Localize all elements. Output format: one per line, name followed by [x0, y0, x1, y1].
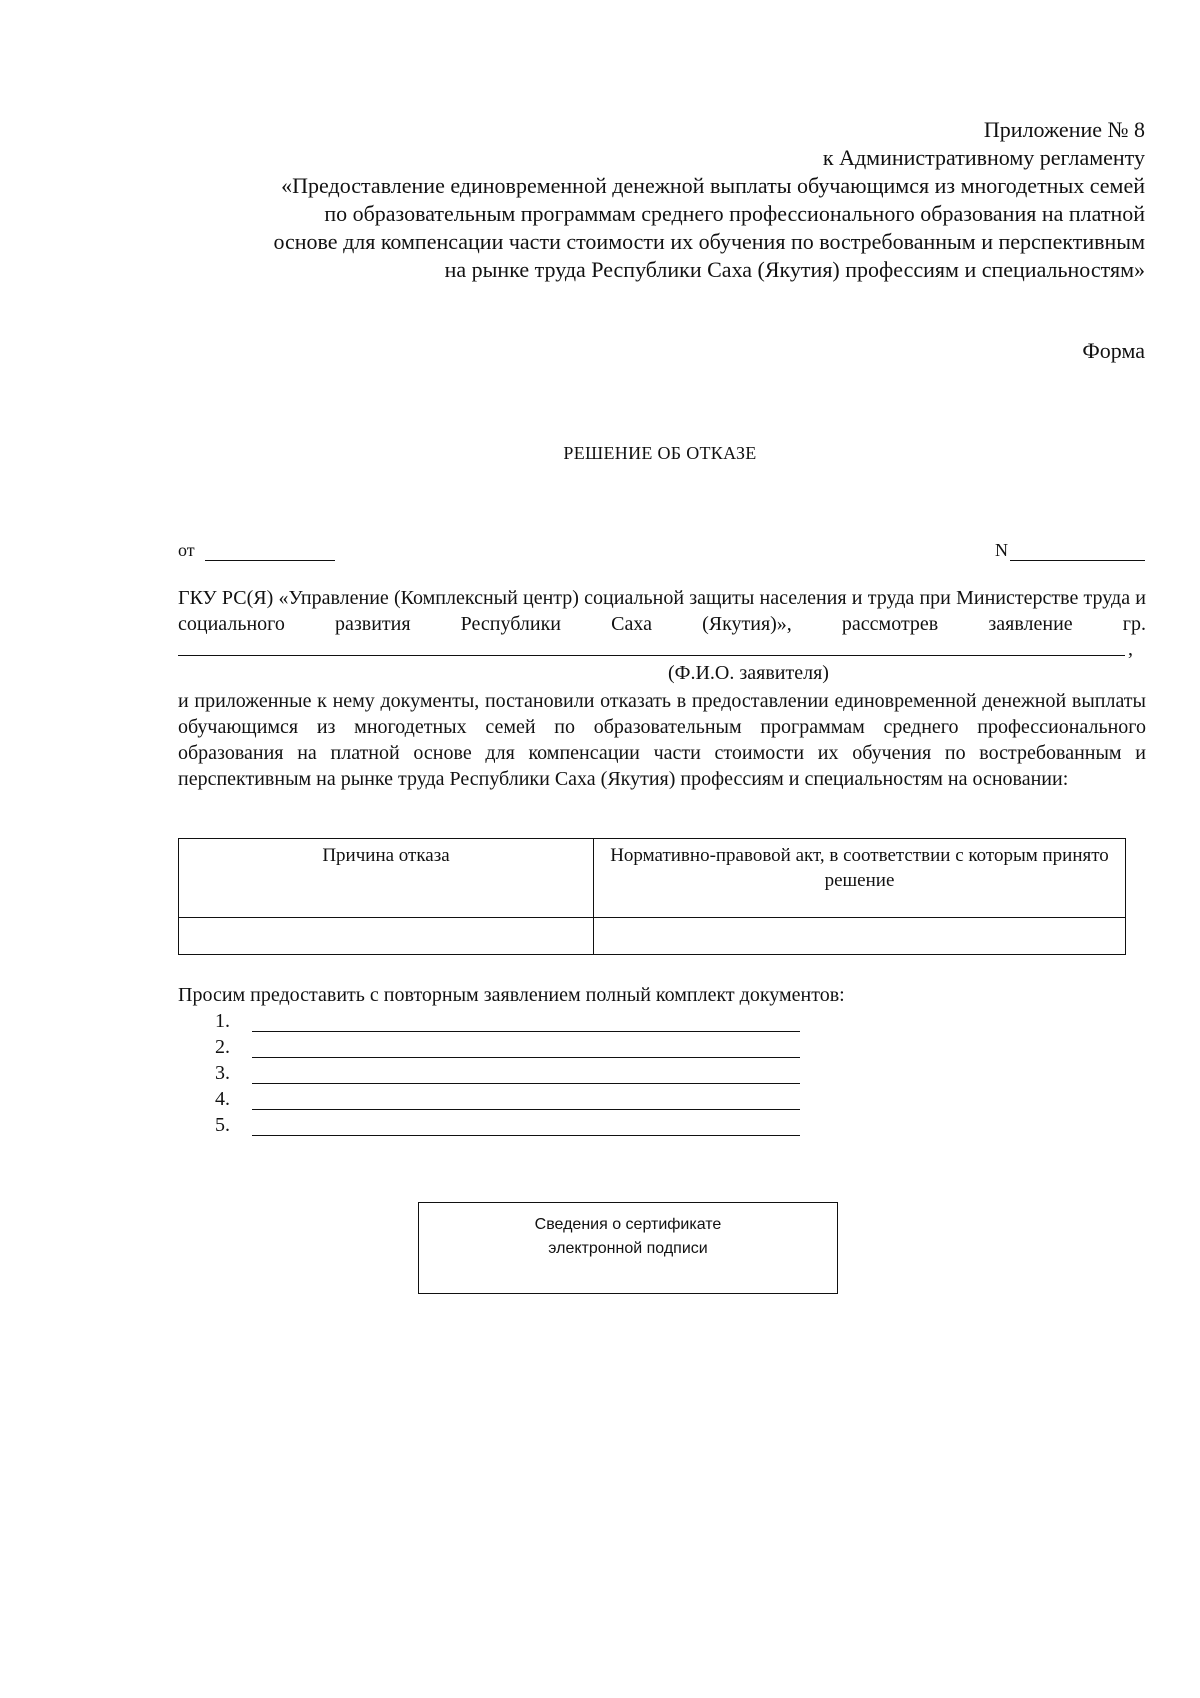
document-list-blank-line	[252, 1057, 800, 1058]
table-header-legal-act: Нормативно-правовой акт, в соответствии с которым принято решение	[594, 839, 1126, 918]
applicant-name-blank-line	[178, 655, 1125, 656]
applicant-name-comma: ,	[1128, 638, 1133, 660]
document-list-blank-line	[252, 1031, 800, 1032]
date-blank-line	[205, 560, 335, 561]
request-paragraph: Просим предоставить с повторным заявлением полный комплект документов:	[178, 984, 845, 1006]
document-list-number: 4.	[215, 1088, 230, 1110]
refusal-table	[178, 838, 1126, 955]
appendix-line: к Административному регламенту	[822, 145, 1145, 170]
document-list-blank-line	[252, 1109, 800, 1110]
appendix-line: основе для компенсации части стоимости их обучения по востребованным и перспективным	[273, 229, 1145, 254]
number-label: N	[995, 540, 1008, 560]
document-list-number: 5.	[215, 1114, 230, 1136]
table-header-row	[179, 839, 1126, 918]
document-list-blank-line	[252, 1083, 800, 1084]
decision-paragraph: и приложенные к нему документы, постановили отказать в предоставлении единовременной денежной выплаты обучающимся из многодетных семей по образовательным программам среднего профессионального образования на платной основе для компенсации части стоимости их обучения по востребованным и перспективным на рынке труда Республики Саха (Якутия) профессиям и специальностям на основании:	[178, 690, 1146, 790]
number-blank-line	[1010, 560, 1145, 561]
document-list-number: 2.	[215, 1036, 230, 1058]
table-cell-reason	[179, 918, 594, 955]
table-row	[179, 918, 1126, 955]
table-cell-legal-act	[594, 918, 1126, 955]
document-title: РЕШЕНИЕ ОБ ОТКАЗЕ	[563, 443, 757, 463]
appendix-line: по образовательным программам среднего профессионального образования на платной	[324, 201, 1145, 226]
signature-certificate-line: электронной подписи	[548, 1240, 708, 1257]
table-header-reason: Причина отказа	[179, 839, 594, 918]
date-label: от	[178, 540, 195, 560]
appendix-line: «Предоставление единовременной денежной выплаты обучающимся из многодетных семей	[281, 173, 1145, 198]
document-list-number: 1.	[215, 1010, 230, 1032]
document-list-blank-line	[252, 1135, 800, 1136]
document-list-number: 3.	[215, 1062, 230, 1084]
form-label: Форма	[1082, 338, 1145, 363]
appendix-line: Приложение № 8	[983, 117, 1145, 142]
appendix-header	[170, 116, 1145, 284]
appendix-line: на рынке труда Республики Саха (Якутия) профессиям и специальностям»	[444, 257, 1145, 282]
signature-certificate-text	[419, 1213, 837, 1261]
intro-paragraph: ГКУ РС(Я) «Управление (Комплексный центр) социальной защиты населения и труда при Министерстве труда и социального развития Республики Саха (Якутия)», рассмотрев заявление гр.	[178, 587, 1146, 635]
applicant-name-caption: (Ф.И.О. заявителя)	[668, 662, 829, 684]
signature-certificate-line: Сведения о сертификате	[534, 1216, 722, 1233]
signature-certificate-box	[418, 1202, 838, 1294]
